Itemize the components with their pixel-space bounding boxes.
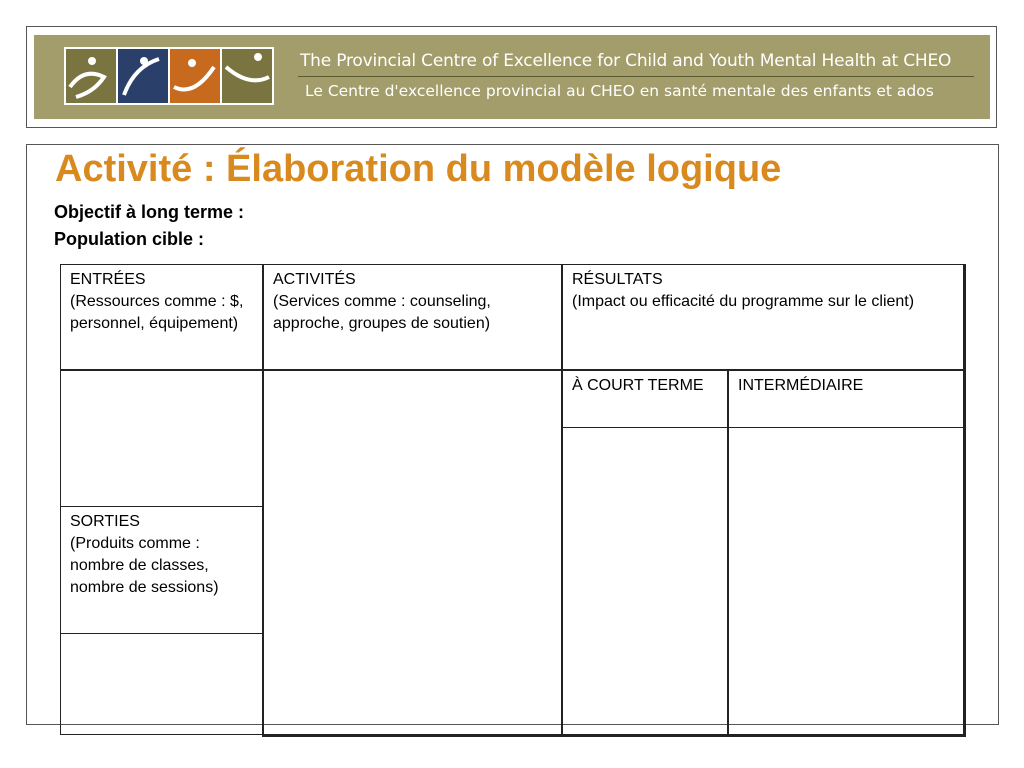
banner-title-en: The Provincial Centre of Excellence for Child and Youth Mental Health at CHEO: [300, 51, 952, 71]
intermediate-label: INTERMÉDIAIRE: [738, 377, 864, 394]
banner-title-fr: Le Centre d'excellence provincial au CHEO en santé mentale des enfants et ados: [305, 82, 934, 100]
table-row-divider: [60, 369, 965, 371]
column-divider-1: [262, 264, 264, 737]
table-border-top: [60, 264, 965, 265]
results-desc: (Impact ou efficacité du programme sur le client): [572, 293, 915, 310]
results-cell: [563, 265, 963, 369]
outputs-bottom-divider: [60, 633, 263, 634]
column-divider-2: [561, 264, 563, 737]
outputs-top-divider: [60, 506, 263, 507]
banner-divider: [298, 76, 974, 77]
column-divider-3: [727, 370, 729, 737]
outputs-cell: [61, 507, 262, 633]
activities-desc: (Services comme : counseling, approche, groupes de soutien): [273, 293, 491, 332]
table-border-bottom-left: [60, 734, 263, 735]
short-term-cell: [563, 371, 727, 427]
results-sub-divider: [562, 427, 965, 428]
logo-figures-icon: [64, 47, 274, 105]
inputs-desc: (Ressources comme : $, personnel, équipement): [70, 293, 244, 332]
outputs-desc: (Produits comme : nombre de classes, nombre de sessions): [70, 535, 219, 596]
activities-cell: [264, 265, 561, 369]
inputs-header: ENTRÉES: [70, 271, 146, 288]
short-term-label: À COURT TERME: [572, 377, 704, 394]
page-title: Activité : Élaboration du modèle logique: [55, 148, 782, 190]
table-border-left: [60, 264, 61, 735]
outputs-header: SORTIES: [70, 513, 140, 530]
results-header: RÉSULTATS: [572, 271, 663, 288]
activities-header: ACTIVITÉS: [273, 271, 356, 288]
inputs-cell: [61, 265, 262, 369]
table-border-bottom: [262, 734, 965, 737]
objective-label: Objectif à long terme :: [54, 202, 245, 222]
table-border-right: [963, 264, 966, 737]
population-label: Population cible :: [54, 229, 205, 249]
intermediate-cell: [729, 371, 963, 427]
